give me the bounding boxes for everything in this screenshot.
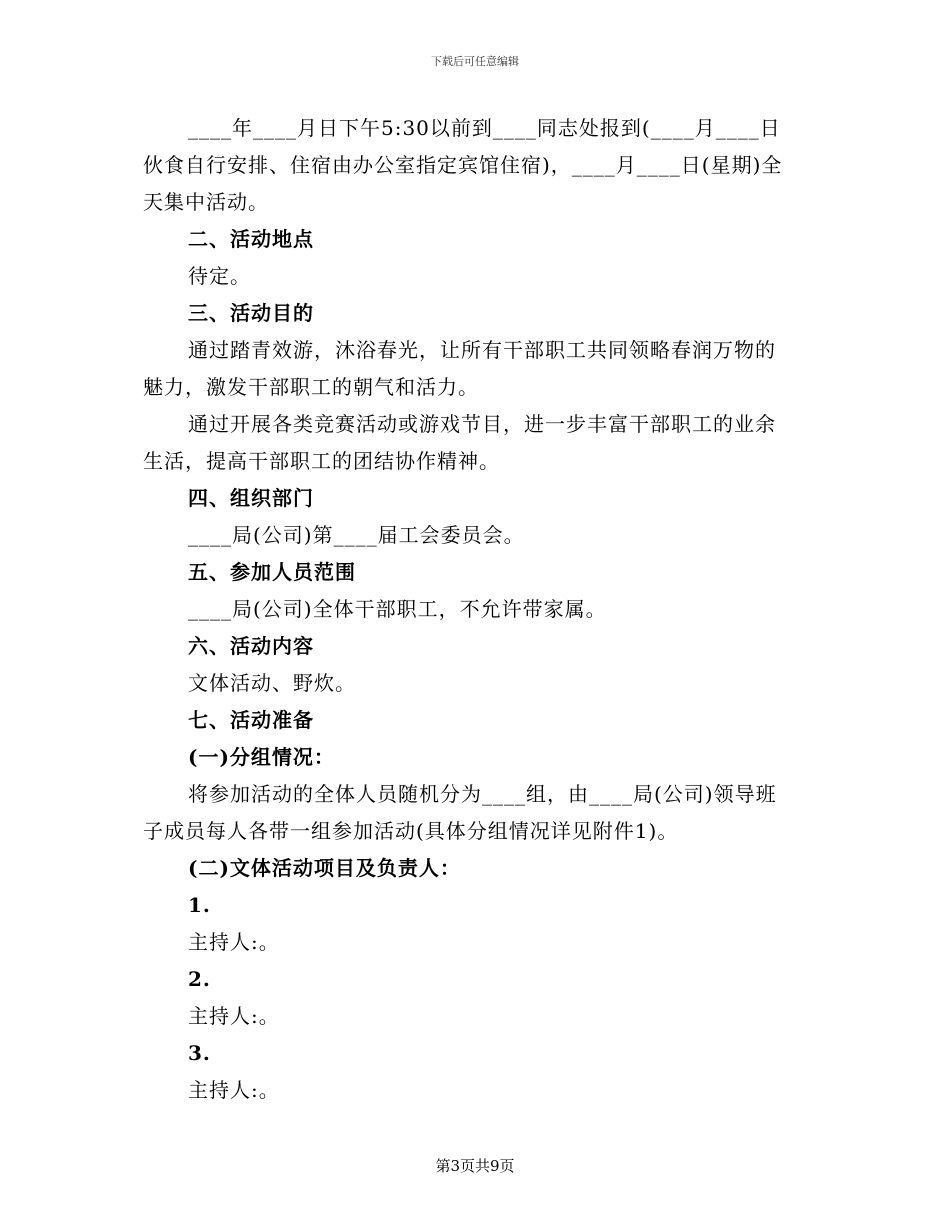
paragraph-line: ____局(公司)全体干部职工，不允许带家属。 — [188, 597, 607, 621]
section-heading: 五、参加人员范围 — [188, 560, 356, 584]
paragraph-line: 将参加活动的全体人员随机分为____组，由____局(公司)领导班 — [188, 782, 777, 806]
paragraph-line: 子成员每人各带一组参加活动(具体分组情况详见附件1)。 — [143, 819, 679, 843]
host-line: 主持人:。 — [188, 930, 280, 954]
list-item-number: 1. — [188, 893, 211, 917]
subsection-heading: (一)分组情况： — [188, 745, 335, 769]
list-item-number: 2. — [188, 967, 211, 991]
paragraph-line: ____年____月日下午5:30以前到____同志处报到(____月____日 — [188, 116, 781, 140]
paragraph-line: 生活，提高干部职工的团结协作精神。 — [143, 449, 500, 473]
paragraph-line: 通过开展各类竞赛活动或游戏节目，进一步丰富干部职工的业余 — [188, 412, 776, 436]
paragraph-line: 待定。 — [188, 264, 251, 288]
paragraph-line: 天集中活动。 — [143, 190, 269, 214]
list-item-number: 3. — [188, 1041, 211, 1065]
section-heading: 四、组织部门 — [188, 486, 314, 510]
host-line: 主持人:。 — [188, 1004, 280, 1028]
section-heading: 二、活动地点 — [188, 227, 314, 251]
document-body — [143, 110, 808, 1109]
section-heading: 七、活动准备 — [188, 708, 314, 732]
subsection-heading: (二)文体活动项目及负责人： — [188, 856, 461, 880]
paragraph-line: 通过踏青效游，沐浴春光，让所有干部职工共同领略春润万物的 — [188, 338, 776, 362]
page-number: 第3页共9页 — [435, 1157, 515, 1175]
paragraph-line: 文体活动、野炊。 — [188, 671, 356, 695]
section-heading: 三、活动目的 — [188, 301, 314, 325]
host-line: 主持人:。 — [188, 1078, 280, 1102]
paragraph-line: 魅力，激发干部职工的朝气和活力。 — [143, 375, 479, 399]
section-heading: 六、活动内容 — [188, 634, 314, 658]
header-note: 下载后可任意编辑 — [431, 55, 519, 68]
paragraph-line: ____局(公司)第____届工会委员会。 — [188, 523, 525, 547]
paragraph-line: 伙食自行安排、住宿由办公室指定宾馆住宿)，____月____日(星期)全 — [143, 153, 783, 177]
